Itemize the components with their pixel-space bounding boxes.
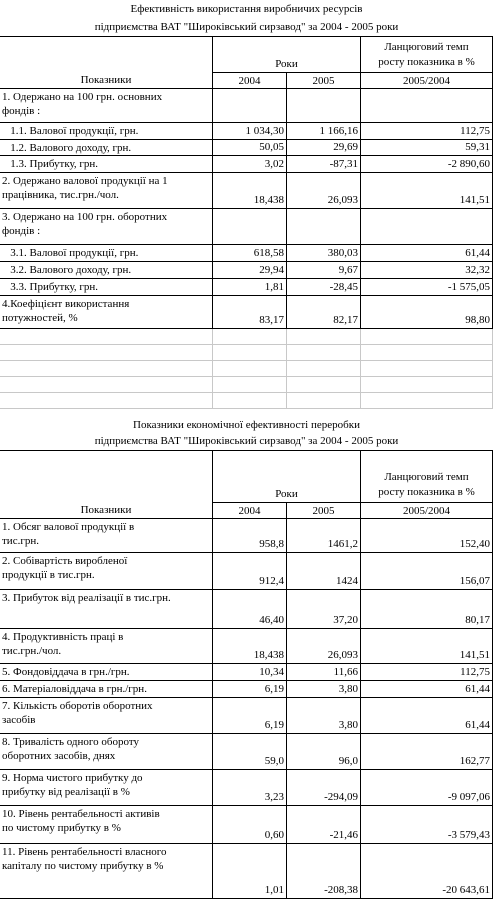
growth-value: 112,75 xyxy=(460,666,490,678)
value-2004-cell[interactable] xyxy=(213,553,287,590)
value-2004: 46,40 xyxy=(259,614,284,626)
indicator-label-line1: 3.2. Валового доходу, грн. xyxy=(2,264,132,276)
value-2005-cell[interactable] xyxy=(287,590,361,629)
value-2005-cell[interactable] xyxy=(287,734,361,770)
value-2004: 1 034,30 xyxy=(245,125,284,137)
growth-value: -9 097,06 xyxy=(447,791,490,803)
value-2005: -21,46 xyxy=(329,829,358,841)
indicator-label-line2: по чистому прибутку в % xyxy=(2,822,121,834)
value-2005: -28,45 xyxy=(329,281,358,293)
growth-cell[interactable] xyxy=(361,245,493,262)
table-row xyxy=(0,664,493,681)
value-2005: 29,69 xyxy=(333,141,358,153)
value-2005-cell[interactable] xyxy=(287,806,361,844)
table1-header-growth-sub: 2005/2004 xyxy=(361,73,493,89)
growth-cell[interactable] xyxy=(361,553,493,590)
growth-cell[interactable] xyxy=(361,681,493,698)
empty-cell[interactable] xyxy=(213,377,287,393)
indicator-cell[interactable] xyxy=(0,770,213,806)
value-2005: 9,67 xyxy=(338,264,358,276)
value-2004-cell[interactable] xyxy=(213,173,287,209)
table-row xyxy=(0,770,493,806)
growth-value: 152,40 xyxy=(459,538,490,550)
indicator-label-line1: 3.1. Валової продукції, грн. xyxy=(2,247,139,259)
value-2004: 10,34 xyxy=(259,666,284,678)
indicator-label-line2: потужностей, % xyxy=(2,312,78,324)
empty-cell[interactable] xyxy=(0,329,213,345)
table-row xyxy=(0,681,493,698)
value-2004-cell[interactable] xyxy=(213,209,287,245)
value-2004-cell[interactable] xyxy=(213,590,287,629)
value-2005: 1 166,16 xyxy=(319,125,358,137)
indicator-cell[interactable] xyxy=(0,681,213,698)
indicator-cell[interactable] xyxy=(0,156,213,173)
indicator-label-line1: 4.Коефіцієнт використання xyxy=(2,298,130,310)
growth-value: -2 890,60 xyxy=(447,158,490,170)
value-2004: 3,02 xyxy=(264,158,284,170)
value-2004: 6,19 xyxy=(264,719,284,731)
empty-cell[interactable] xyxy=(287,361,361,377)
value-2005-cell[interactable] xyxy=(287,156,361,173)
growth-cell[interactable] xyxy=(361,123,493,140)
growth-value: 80,17 xyxy=(465,614,490,626)
value-2005: -87,31 xyxy=(329,158,358,170)
indicator-cell[interactable] xyxy=(0,664,213,681)
growth-cell[interactable] xyxy=(361,844,493,899)
value-2004-cell[interactable] xyxy=(213,770,287,806)
value-2004-cell[interactable] xyxy=(213,89,287,123)
table-row xyxy=(0,519,493,553)
table-row xyxy=(0,156,493,173)
empty-cell[interactable] xyxy=(287,329,361,345)
growth-value: -1 575,05 xyxy=(447,281,490,293)
table-row xyxy=(0,173,493,209)
table-row xyxy=(0,590,493,629)
value-2005: -208,38 xyxy=(324,884,358,896)
empty-cell[interactable] xyxy=(0,345,213,361)
value-2004-cell[interactable] xyxy=(213,279,287,296)
growth-value: 162,77 xyxy=(459,755,490,767)
indicator-cell[interactable] xyxy=(0,89,213,123)
indicator-cell[interactable] xyxy=(0,519,213,553)
value-2005-cell[interactable] xyxy=(287,664,361,681)
indicator-cell[interactable] xyxy=(0,209,213,245)
value-2004-cell[interactable] xyxy=(213,698,287,734)
value-2005: 3,80 xyxy=(338,683,358,695)
value-2005: 82,17 xyxy=(333,314,358,326)
indicator-label-line1: 3. Одержано на 100 грн. оборотних xyxy=(2,211,168,223)
value-2005-cell[interactable] xyxy=(287,698,361,734)
table-row xyxy=(0,734,493,770)
growth-value: 141,51 xyxy=(459,194,490,206)
value-2004: 29,94 xyxy=(259,264,284,276)
value-2004: 18,438 xyxy=(253,194,284,206)
growth-cell[interactable] xyxy=(361,698,493,734)
value-2004-cell[interactable] xyxy=(213,296,287,329)
empty-cell[interactable] xyxy=(287,345,361,361)
table1-header-growth: Ланцюговий темп росту показника в % xyxy=(361,37,493,73)
indicator-label-line1: 5. Фондовіддача в грн./грн. xyxy=(2,666,130,678)
value-2004-cell[interactable] xyxy=(213,664,287,681)
indicator-label-line1: 1.3. Прибутку, грн. xyxy=(2,158,99,170)
indicator-cell[interactable] xyxy=(0,296,213,329)
table1-header-years: Роки xyxy=(213,37,361,73)
value-2005-cell[interactable] xyxy=(287,173,361,209)
value-2005-cell[interactable] xyxy=(287,279,361,296)
value-2005: 1424 xyxy=(336,575,358,587)
value-2004-cell[interactable] xyxy=(213,262,287,279)
indicator-label-line2: фондів : xyxy=(2,225,41,237)
indicator-label-line2: тис.грн. xyxy=(2,535,39,547)
value-2005: 26,093 xyxy=(327,194,358,206)
value-2005-cell[interactable] xyxy=(287,296,361,329)
growth-cell[interactable] xyxy=(361,629,493,664)
table2-header-growth-sub: 2005/2004 xyxy=(361,503,493,519)
value-2005-cell[interactable] xyxy=(287,89,361,123)
table1-header-2004: 2004 xyxy=(213,73,287,89)
growth-cell[interactable] xyxy=(361,173,493,209)
table2-header-growth: Ланцюговий темп росту показника в % xyxy=(361,451,493,503)
empty-cell[interactable] xyxy=(361,329,493,345)
growth-cell[interactable] xyxy=(361,806,493,844)
indicator-label-line2: засобів xyxy=(2,714,36,726)
empty-row xyxy=(0,377,493,393)
table2-header-indicators: Показники xyxy=(0,451,213,519)
growth-cell[interactable] xyxy=(361,590,493,629)
indicator-label-line2: тис.грн./чол. xyxy=(2,645,62,657)
value-2004-cell[interactable] xyxy=(213,140,287,156)
value-2005-cell[interactable] xyxy=(287,629,361,664)
value-2004-cell[interactable] xyxy=(213,245,287,262)
indicator-label-line2: працівника, тис.грн./чол. xyxy=(2,189,119,201)
value-2004: 1,01 xyxy=(264,884,284,896)
growth-value: 61,44 xyxy=(465,247,490,259)
value-2004-cell[interactable] xyxy=(213,734,287,770)
indicator-label-line1: 2. Одержано валової продукції на 1 xyxy=(2,175,168,187)
growth-cell[interactable] xyxy=(361,156,493,173)
empty-cell[interactable] xyxy=(0,377,213,393)
value-2005-cell[interactable] xyxy=(287,245,361,262)
empty-cell[interactable] xyxy=(213,329,287,345)
growth-cell[interactable] xyxy=(361,209,493,245)
empty-cell[interactable] xyxy=(213,345,287,361)
value-2005: 1461,2 xyxy=(327,538,358,550)
table-row xyxy=(0,279,493,296)
table-row xyxy=(0,844,493,899)
empty-cell[interactable] xyxy=(0,361,213,377)
indicator-cell[interactable] xyxy=(0,173,213,209)
growth-cell[interactable] xyxy=(361,140,493,156)
table2-header-2004: 2004 xyxy=(213,503,287,519)
indicator-cell[interactable] xyxy=(0,553,213,590)
growth-value: 61,44 xyxy=(465,719,490,731)
indicator-cell[interactable] xyxy=(0,590,213,629)
growth-value: 156,07 xyxy=(459,575,490,587)
growth-cell[interactable] xyxy=(361,262,493,279)
empty-row xyxy=(0,393,493,409)
empty-cell[interactable] xyxy=(287,377,361,393)
indicator-label-line2: фондів : xyxy=(2,105,41,117)
growth-cell[interactable] xyxy=(361,734,493,770)
table-row xyxy=(0,262,493,279)
value-2005: 11,66 xyxy=(333,666,358,678)
indicator-cell[interactable] xyxy=(0,844,213,899)
empty-cell[interactable] xyxy=(361,393,493,409)
empty-cell[interactable] xyxy=(361,377,493,393)
table-row xyxy=(0,140,493,156)
indicator-cell[interactable] xyxy=(0,140,213,156)
table2-header-years: Роки xyxy=(213,451,361,503)
table1-header-indicators: Показники xyxy=(0,37,213,89)
value-2004: 6,19 xyxy=(264,683,284,695)
table-row xyxy=(0,209,493,245)
value-2005-cell[interactable] xyxy=(287,123,361,140)
value-2005-cell[interactable] xyxy=(287,770,361,806)
indicator-cell[interactable] xyxy=(0,734,213,770)
growth-cell[interactable] xyxy=(361,770,493,806)
growth-cell[interactable] xyxy=(361,89,493,123)
indicator-label-line1: 1.1. Валової продукції, грн. xyxy=(2,125,139,137)
value-2005-cell[interactable] xyxy=(287,519,361,553)
empty-cell[interactable] xyxy=(213,361,287,377)
growth-cell[interactable] xyxy=(361,664,493,681)
value-2005: 3,80 xyxy=(338,719,358,731)
indicator-cell[interactable] xyxy=(0,806,213,844)
value-2004-cell[interactable] xyxy=(213,681,287,698)
indicator-cell[interactable] xyxy=(0,279,213,296)
indicator-label-line2: оборотних засобів, днях xyxy=(2,750,116,762)
table-row xyxy=(0,553,493,590)
value-2004-cell[interactable] xyxy=(213,806,287,844)
growth-value: 32,32 xyxy=(465,264,490,276)
value-2005: 380,03 xyxy=(327,247,358,259)
indicator-label-line1: 11. Рівень рентабельності власного xyxy=(2,846,167,858)
table-row xyxy=(0,123,493,140)
value-2005: 37,20 xyxy=(333,614,358,626)
table2-title-line1: Показники економічної ефективності переробки xyxy=(133,419,360,431)
value-2005-cell[interactable] xyxy=(287,140,361,156)
indicator-label-line1: 8. Тривалість одного обороту xyxy=(2,736,139,748)
value-2005-cell[interactable] xyxy=(287,553,361,590)
indicator-label-line1: 7. Кількість оборотів оборотних xyxy=(2,700,153,712)
empty-row xyxy=(0,329,493,345)
value-2004: 1,81 xyxy=(264,281,284,293)
table-row xyxy=(0,296,493,329)
indicator-label-line1: 3.3. Прибутку, грн. xyxy=(2,281,99,293)
value-2004: 83,17 xyxy=(259,314,284,326)
indicator-label-line1: 4. Продуктивність праці в xyxy=(2,631,124,643)
empty-row xyxy=(0,361,493,377)
indicator-label-line1: 1.2. Валового доходу, грн. xyxy=(2,142,132,154)
empty-cell[interactable] xyxy=(287,393,361,409)
indicator-label-line2: капіталу по чистому прибутку в % xyxy=(2,860,164,872)
table-row xyxy=(0,89,493,123)
growth-value: 141,51 xyxy=(459,649,490,661)
growth-value: 59,31 xyxy=(465,141,490,153)
table-row xyxy=(0,245,493,262)
growth-value: -3 579,43 xyxy=(447,829,490,841)
value-2004: 0,60 xyxy=(264,829,284,841)
value-2004-cell[interactable] xyxy=(213,123,287,140)
indicator-cell[interactable] xyxy=(0,123,213,140)
growth-cell[interactable] xyxy=(361,519,493,553)
indicator-label-line1: 6. Матеріаловіддача в грн./грн. xyxy=(2,683,147,695)
indicator-label-line1: 10. Рівень рентабельності активів xyxy=(2,808,160,820)
value-2005-cell[interactable] xyxy=(287,262,361,279)
value-2004: 958,8 xyxy=(259,538,284,550)
indicator-label-line1: 9. Норма чистого прибутку до xyxy=(2,772,143,784)
indicator-label-line1: 3. Прибуток від реалізації в тис.грн. xyxy=(2,592,171,604)
value-2004: 912,4 xyxy=(259,575,284,587)
value-2005: 96,0 xyxy=(338,755,358,767)
value-2004-cell[interactable] xyxy=(213,844,287,899)
value-2005: 26,093 xyxy=(327,649,358,661)
value-2004-cell[interactable] xyxy=(213,519,287,553)
growth-cell[interactable] xyxy=(361,279,493,296)
value-2004-cell[interactable] xyxy=(213,629,287,664)
indicator-label-line1: 1. Одержано на 100 грн. основних xyxy=(2,91,163,103)
value-2004: 59,0 xyxy=(264,755,284,767)
value-2005-cell[interactable] xyxy=(287,209,361,245)
growth-cell[interactable] xyxy=(361,296,493,329)
value-2005-cell[interactable] xyxy=(287,681,361,698)
value-2004: 3,23 xyxy=(264,791,284,803)
value-2005: -294,09 xyxy=(324,791,358,803)
indicator-label-line2: прибутку від реалізації в % xyxy=(2,786,130,798)
table1-title-line1: Ефективність використання виробничих ресурсів xyxy=(130,3,363,15)
empty-cell[interactable] xyxy=(0,393,213,409)
table-row xyxy=(0,629,493,664)
table1-title-line2: підприємства ВАТ "Широківський сирзавод" за 2004 - 2005 роки xyxy=(0,20,493,37)
value-2005-cell[interactable] xyxy=(287,844,361,899)
growth-value: 98,80 xyxy=(465,314,490,326)
indicator-cell[interactable] xyxy=(0,698,213,734)
table2-header-2005: 2005 xyxy=(287,503,361,519)
value-2004: 618,58 xyxy=(253,247,284,259)
indicator-label-line2: продукції в тис.грн. xyxy=(2,569,95,581)
empty-cell[interactable] xyxy=(213,393,287,409)
table-row xyxy=(0,806,493,844)
empty-cell[interactable] xyxy=(361,361,493,377)
empty-row xyxy=(0,345,493,361)
growth-value: 61,44 xyxy=(465,683,490,695)
table-row xyxy=(0,698,493,734)
empty-cell[interactable] xyxy=(361,345,493,361)
value-2004: 50,05 xyxy=(259,141,284,153)
table1-header-2005: 2005 xyxy=(287,73,361,89)
indicator-cell[interactable] xyxy=(0,629,213,664)
indicator-cell[interactable] xyxy=(0,245,213,262)
growth-value: -20 643,61 xyxy=(442,884,490,896)
indicator-label-line1: 2. Собівартість виробленої xyxy=(2,555,128,567)
value-2004: 18,438 xyxy=(253,649,284,661)
indicator-label-line1: 1. Обсяг валової продукції в xyxy=(2,521,135,533)
value-2004-cell[interactable] xyxy=(213,156,287,173)
indicator-cell[interactable] xyxy=(0,262,213,279)
growth-value: 112,75 xyxy=(460,125,490,137)
table2-title-line2: підприємства ВАТ "Широківський сирзавод" за 2004 - 2005 роки xyxy=(0,434,493,451)
